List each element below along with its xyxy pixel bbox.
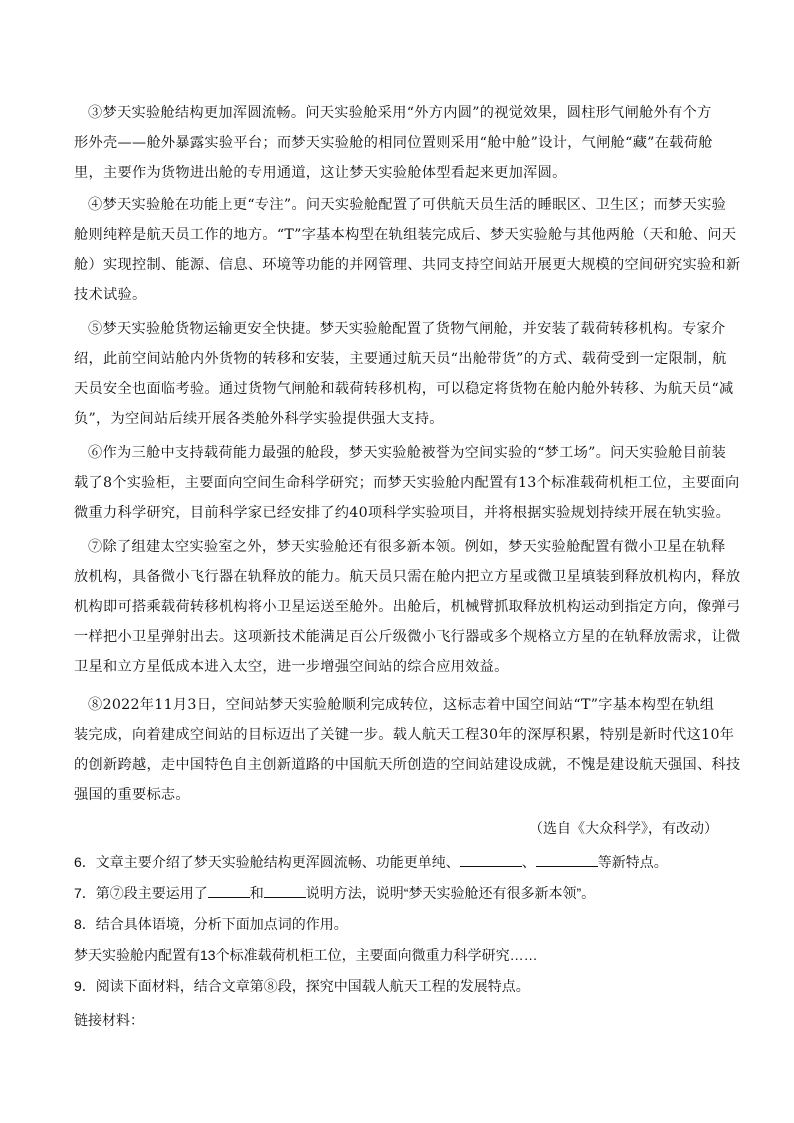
paragraph-line: 形外壳——舱外暴露实验平台；而梦天实验舱的相同位置则采用“舱中舱”设计，气闸舱“藏”在载荷舱 [74, 135, 713, 151]
paragraph-line: 负”，为空间站后续开展各类舱外科学实验提供强大支持。 [74, 411, 444, 427]
question-7-and: 和 [249, 885, 264, 901]
paragraph-line: 里，主要作为货物进出舱的专用通道，这让梦天实验舱体型看起来更加浑圆。 [74, 165, 567, 181]
answer-blank[interactable] [536, 852, 598, 867]
answer-blank[interactable] [208, 883, 250, 898]
question-6-separator: 、 [521, 854, 536, 870]
paragraph-line: 装完成，向着建成空间站的目标迈出了关键一步。载人航天工程30年的深厚积累，特别是新时代这10年 [74, 727, 735, 743]
paragraph-line: 载了8个实验柜，主要面向空间生命科学研究；而梦天实验舱内配置有13个标准载荷机柜工位，主要面向 [74, 475, 740, 491]
paragraph-line: 微重力科学研究，目前科学家已经安排了约40项科学实验项目，并将根据实验规划持续开展在轨实验。 [74, 505, 731, 521]
link-material-label: 链接材料： [74, 1012, 144, 1028]
paragraph-line: 放机构，具备微小飞行器在轨释放的能力。航天员只需在舱内把立方星或微卫星填装到释放机构内，释放 [74, 569, 741, 585]
paragraph-line: ⑧2022年11月3日，空间站梦天实验舱顺利完成转位，这标志着中国空间站“T”字基本构型在轨组 [88, 697, 715, 713]
question-8-quote: 梦天实验舱内配置有13个标准载荷机柜工位，主要面向微重力科学研究…… [74, 947, 538, 963]
paragraph-5 [74, 314, 734, 434]
paragraph-line: 舱则纯粹是航天员工作的地方。“T”字基本构型在轨组装完成后、梦天实验舱与其他两舱（天和舱、问天 [74, 227, 737, 243]
paragraph-6 [74, 438, 740, 528]
question-8: 8．结合具体语境，分析下面加点词的作用。 [74, 916, 348, 932]
paragraph-line: 绍，此前空间站舱内外货物的转移和安装，主要通过航天员“出舱带货”的方式、载荷受到一定限制，航 [74, 351, 727, 367]
question-7 [74, 883, 595, 903]
paragraph-line: ③梦天实验舱结构更加浑圆流畅。问天实验舱采用“外方内圆”的视觉效果，圆柱形气闸舱外有个方 [88, 105, 712, 121]
paragraph-4 [74, 190, 741, 310]
paragraph-line: 机构即可搭乘载荷转移机构将小卫星运送至舱外。出舱后，机械臂抓取释放机构运动到指定方向，像弹弓 [74, 599, 741, 615]
paragraph-line: 的创新跨越，走中国特色自主创新道路的中国航天所创造的空间站建设成就，不愧是建设航天强国、科技 [74, 757, 741, 773]
answer-blank[interactable] [460, 852, 522, 867]
paragraph-line: ⑥作为三舱中支持载荷能力最强的舱段，梦天实验舱被誉为空间实验的“梦工场”。问天实验舱目前装 [88, 445, 727, 461]
paragraph-3 [74, 98, 728, 188]
paragraph-line: 一样把小卫星弹射出去。这项新技术能满足百公斤级微小飞行器或多个规格立方星的在轨释放需求，让微 [74, 629, 741, 645]
answer-blank[interactable] [264, 883, 306, 898]
paragraph-line: 技术试验。 [74, 287, 147, 303]
paragraph-8 [74, 690, 741, 810]
question-7-text: 7．第⑦段主要运用了 [74, 885, 208, 901]
paragraph-line: 卫星和立方星低成本进入太空，进一步增强空间站的综合应用效益。 [74, 659, 509, 675]
question-9: 9．阅读下面材料，结合文章第⑧段，探究中国载人航天工程的发展特点。 [74, 978, 530, 994]
question-6-end: 等新特点。 [597, 854, 668, 870]
question-6 [74, 852, 668, 872]
paragraph-line: ⑦除了组建太空实验室之外，梦天实验舱还有很多新本领。例如，梦天实验舱配置有微小卫星在轨释 [88, 539, 726, 555]
paragraph-line: 天员安全也面临考验。通过货物气闸舱和载荷转移机构，可以稳定将货物在舱内舱外转移、为航天员“减 [74, 381, 734, 397]
paragraph-line: ④梦天实验舱在功能上更“专注”。问天实验舱配置了可供航天员生活的睡眠区、卫生区；而梦天实验 [88, 197, 727, 213]
question-6-text: 6．文章主要介绍了梦天实验舱结构更浑圆流畅、功能更单纯、 [74, 854, 460, 870]
paragraph-7 [74, 532, 741, 682]
source-citation: （选自《大众科学》，有改动） [529, 820, 718, 836]
paragraph-line: 舱）实现控制、能源、信息、环境等功能的并网管理、共同支持空间站开展更大规模的空间研究实验和新 [74, 257, 741, 273]
paragraph-line: 强国的重要标志。 [74, 787, 190, 803]
paragraph-line: ⑤梦天实验舱货物运输更安全快捷。梦天实验舱配置了货物气闸舱，并安装了载荷转移机构。专家介 [88, 321, 726, 337]
question-7-end: 说明方法，说明“梦天实验舱还有很多新本领”。 [305, 885, 596, 901]
